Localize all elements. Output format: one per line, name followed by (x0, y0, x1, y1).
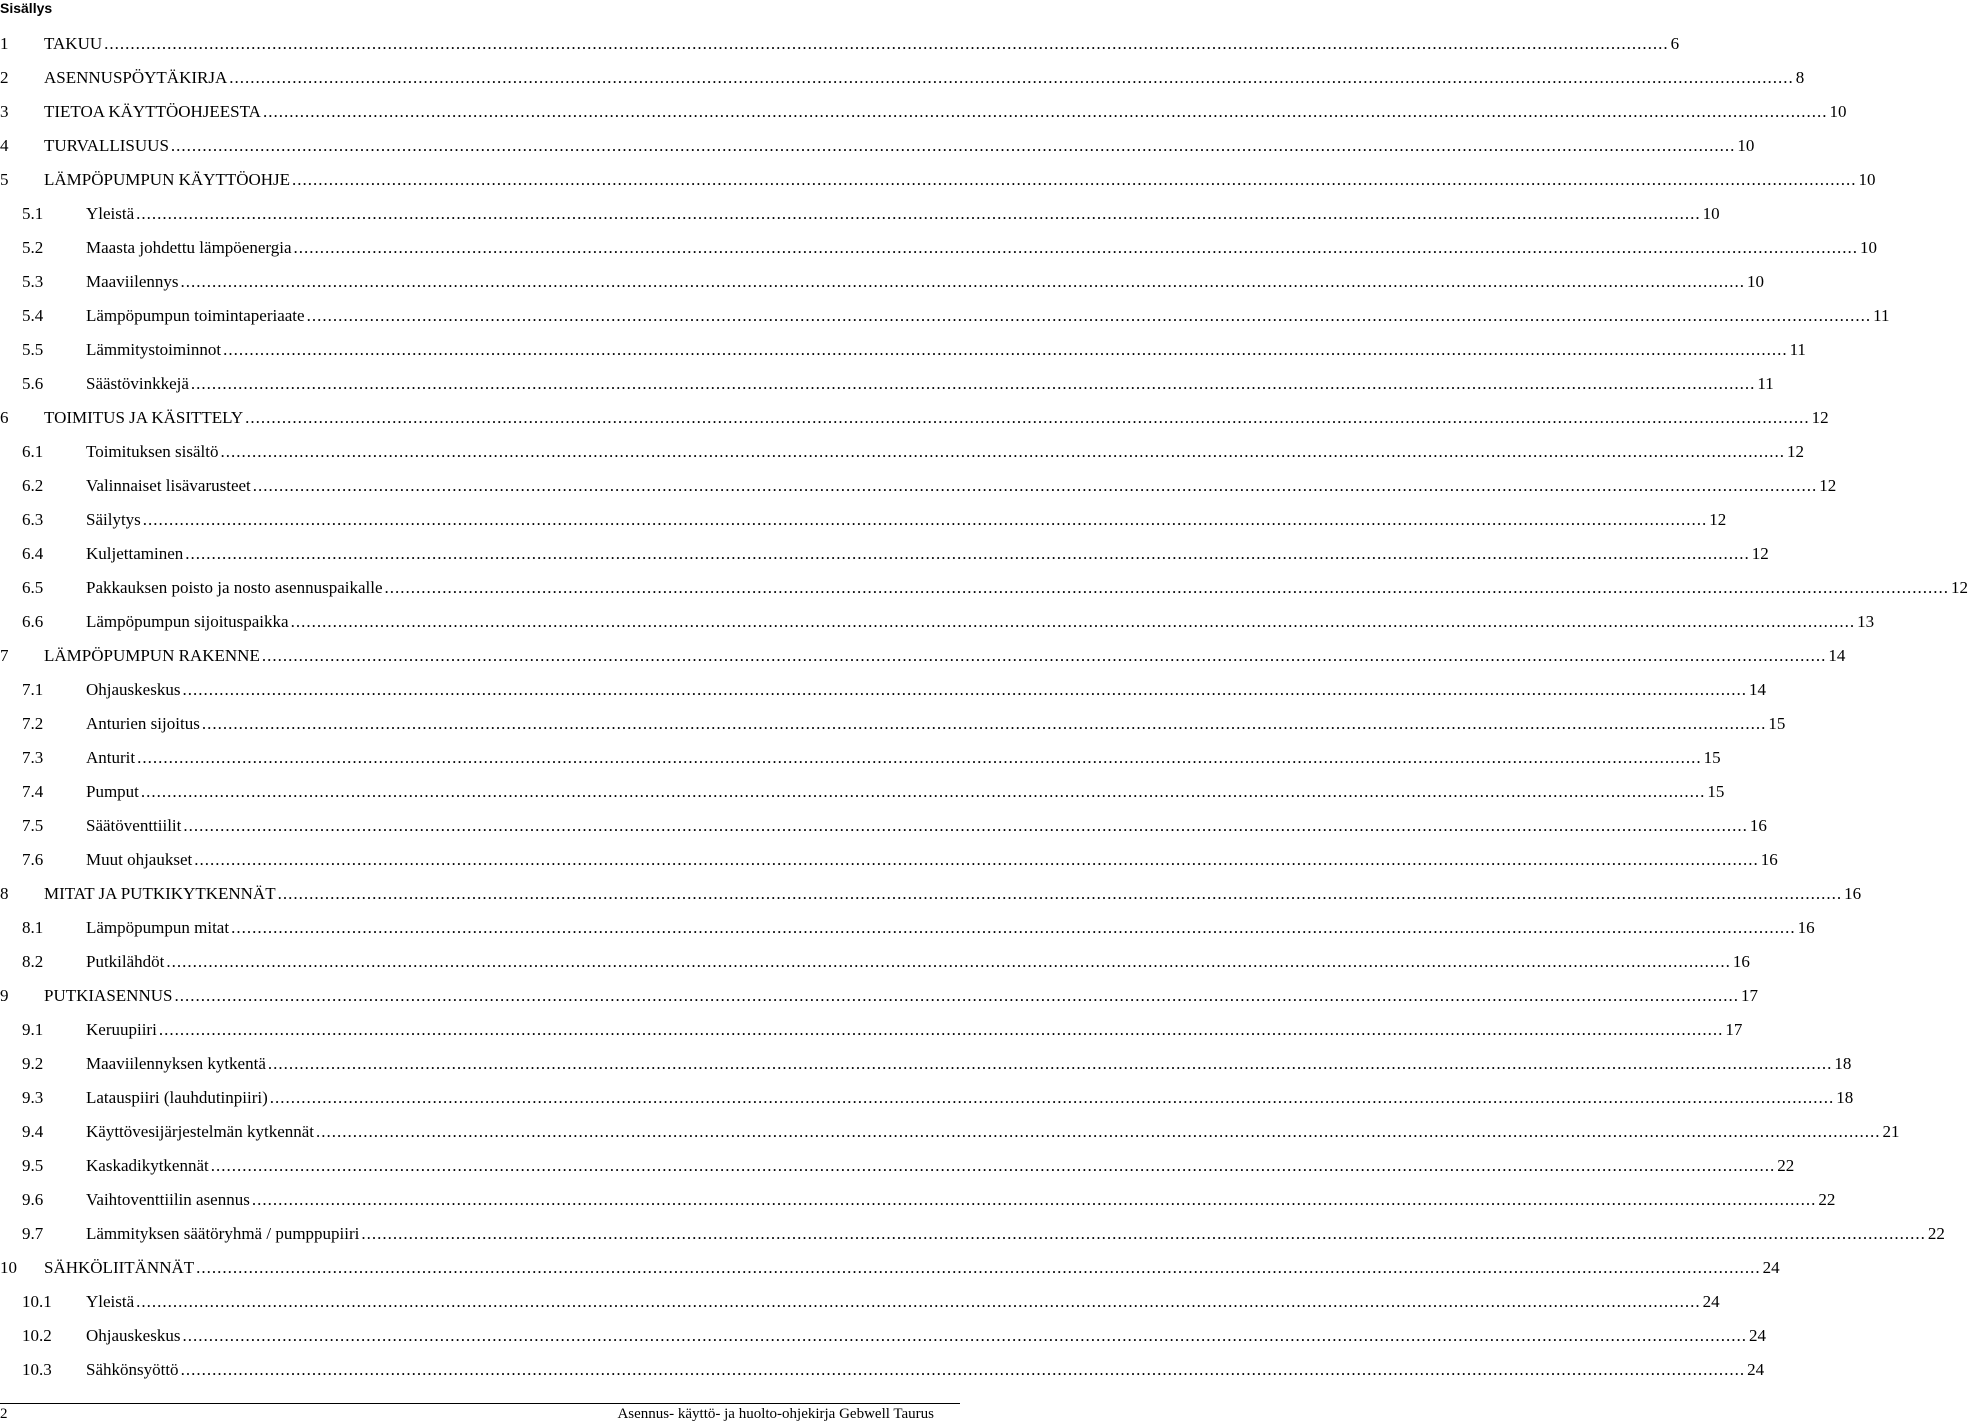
toc-dot-leader (182, 680, 1747, 700)
toc-entry-page: 16 (1844, 884, 1862, 903)
toc-entry-number: 6.6 (22, 612, 44, 631)
toc-entry-number: 8.1 (22, 918, 44, 937)
toc-dot-leader (166, 952, 1731, 972)
toc-entry-title[interactable]: Vaihtoventtiilin asennus (86, 1190, 250, 1209)
toc-entry-title[interactable]: Lämpöpumpun toimintaperiaate (86, 306, 305, 325)
toc-entry-page: 12 (1786, 442, 1804, 461)
toc-dot-leader (174, 986, 1739, 1006)
toc-entry[interactable] (0, 61, 1805, 95)
toc-entry-title[interactable]: LÄMPÖPUMPUN KÄYTTÖOHJE (44, 170, 291, 189)
toc-entry-line (44, 68, 1805, 88)
toc-entry-page: 11 (1873, 306, 1890, 325)
toc-entry[interactable] (0, 231, 1878, 265)
toc-entry-number: 10.3 (22, 1360, 52, 1379)
toc-entry-line (86, 850, 1778, 870)
toc-dot-leader (361, 1224, 1926, 1244)
toc-entry-title[interactable]: Kaskadikytkennät (86, 1156, 209, 1175)
toc-entry-line (44, 136, 1755, 156)
toc-entry-number: 5.5 (22, 340, 44, 359)
toc-entry-number: 7.3 (22, 748, 44, 767)
toc-entry[interactable] (0, 741, 1721, 775)
toc-entry-title[interactable]: Säätöventtiilit (86, 816, 182, 835)
toc-entry-line (44, 408, 1829, 428)
toc-entry-title[interactable]: Valinnaiset lisävarusteet (86, 476, 251, 495)
toc-entry-line (86, 1326, 1766, 1346)
toc-entry-title[interactable]: Yleistä (86, 204, 135, 223)
toc-entry[interactable] (0, 911, 1815, 945)
toc-dot-leader (194, 850, 1759, 870)
toc-dot-leader (294, 238, 1859, 258)
toc-dot-leader (223, 340, 1788, 360)
toc-entry[interactable] (0, 129, 1755, 163)
toc-entry-page: 13 (1857, 612, 1875, 631)
toc-entry-line (44, 170, 1876, 190)
page-footer (0, 1406, 960, 1424)
toc-dot-leader (262, 646, 1827, 666)
toc-entry-line (86, 544, 1769, 564)
toc-entry-page: 10 (1858, 170, 1876, 189)
toc-entry-page: 16 (1797, 918, 1815, 937)
toc-entry-number: 7.5 (22, 816, 44, 835)
toc-entry-title[interactable]: Putkilähdöt (86, 952, 165, 971)
toc-dot-leader (253, 476, 1818, 496)
toc-entry-title[interactable]: Maaviilennyksen kytkentä (86, 1054, 266, 1073)
toc-dot-leader (196, 1258, 1761, 1278)
toc-dot-leader (159, 1020, 1724, 1040)
toc-entry-line (86, 782, 1725, 802)
toc-entry-line (44, 34, 1680, 54)
toc-dot-leader (171, 136, 1736, 156)
toc-entry-title[interactable]: TOIMITUS JA KÄSITTELY (44, 408, 244, 427)
toc-entry-number: 4 (0, 136, 9, 155)
toc-dot-leader (183, 816, 1748, 836)
toc-entry-page: 16 (1749, 816, 1767, 835)
toc-entry-number: 3 (0, 102, 9, 121)
toc-entry-title[interactable]: TIETOA KÄYTTÖOHJEESTA (44, 102, 261, 121)
toc-entry-number: 10.2 (22, 1326, 52, 1345)
toc-entry-number: 6.5 (22, 578, 44, 597)
toc-dot-leader (182, 1326, 1747, 1346)
toc-entry-page: 10 (1829, 102, 1847, 121)
toc-entry-title[interactable]: Muut ohjaukset (86, 850, 193, 869)
toc-entry[interactable] (0, 503, 1727, 537)
toc-entry-line (86, 1122, 1900, 1142)
toc-entry-page: 16 (1732, 952, 1750, 971)
footer-rule (0, 1403, 960, 1404)
toc-entry-number: 8.2 (22, 952, 44, 971)
toc-entry-title[interactable]: Anturit (86, 748, 136, 767)
toc-entry-title[interactable]: Kuljettaminen (86, 544, 184, 563)
toc-entry-line (86, 1088, 1854, 1108)
toc-dot-leader (220, 442, 1785, 462)
toc-entry-number: 5 (0, 170, 9, 189)
toc-entry-page: 12 (1709, 510, 1727, 529)
toc-entry-title[interactable]: Ohjauskeskus (86, 1326, 181, 1345)
toc-entry-page: 10 (1702, 204, 1720, 223)
toc-entry-number: 6.2 (22, 476, 44, 495)
toc-entry-title[interactable]: Keruupiiri (86, 1020, 157, 1039)
toc-entry-line (44, 986, 1758, 1006)
toc-entry-line (86, 510, 1727, 530)
toc-entry-number: 9.1 (22, 1020, 44, 1039)
toc-entry-title[interactable]: Maasta johdettu lämpöenergia (86, 238, 292, 257)
toc-entry-title[interactable]: Säästövinkkejä (86, 374, 189, 393)
toc-entry[interactable] (0, 537, 1769, 571)
toc-entry-line (86, 1224, 1945, 1244)
toc-entry-number: 9 (0, 986, 9, 1005)
toc-entry-title[interactable]: Lämpöpumpun sijoituspaikka (86, 612, 289, 631)
toc-entry[interactable] (0, 27, 1680, 61)
toc-entry-title[interactable]: Anturien sijoitus (86, 714, 200, 733)
toc-entry-page: 14 (1828, 646, 1846, 665)
toc-entry-page: 16 (1760, 850, 1778, 869)
toc-entry-number: 7.1 (22, 680, 44, 699)
toc-entry-page: 22 (1777, 1156, 1795, 1175)
toc-entry-page: 6 (1670, 34, 1680, 53)
toc-entry-number: 5.1 (22, 204, 44, 223)
toc-entry-title[interactable]: Käyttövesijärjestelmän kytkennät (86, 1122, 315, 1141)
toc-entry[interactable] (0, 367, 1774, 401)
toc-dot-leader (137, 748, 1702, 768)
toc-entry-number: 9.5 (22, 1156, 44, 1175)
toc-dot-leader (307, 306, 1872, 326)
toc-entry-page: 14 (1748, 680, 1766, 699)
toc-entry-title[interactable]: Säilytys (86, 510, 141, 529)
toc-entry[interactable] (0, 1047, 1852, 1081)
toc-entry-line (86, 1360, 1765, 1380)
toc-dot-leader (252, 1190, 1817, 1210)
toc-entry-title[interactable]: ASENNUSPÖYTÄKIRJA (44, 68, 228, 87)
toc-entry[interactable] (0, 1251, 1780, 1285)
toc-entry[interactable] (0, 469, 1837, 503)
footer-document-title: Asennus- käyttö- ja huolto-ohjekirja Gebwell Taurus (617, 1406, 934, 1422)
toc-entry-number: 5.4 (22, 306, 44, 325)
toc-entry-number: 9.3 (22, 1088, 44, 1107)
toc-dot-leader (181, 272, 1746, 292)
toc-entry-line (86, 714, 1786, 734)
toc-entry[interactable] (0, 163, 1876, 197)
toc-entry-number: 9.2 (22, 1054, 44, 1073)
toc-dot-leader (211, 1156, 1776, 1176)
toc-heading: Sisällys (0, 0, 53, 16)
toc-dot-leader (245, 408, 1810, 428)
toc-entry-number: 10 (0, 1258, 17, 1277)
footer-page-number: 2 (0, 1406, 8, 1422)
toc-entry-title[interactable]: Lämpöpumpun mitat (86, 918, 230, 937)
toc-entry-title[interactable]: Pakkauksen poisto ja nosto asennuspaikalle (86, 578, 383, 597)
toc-entry-number: 6.1 (22, 442, 44, 461)
toc-entry-line (86, 816, 1767, 836)
toc-entry-line (86, 272, 1765, 292)
toc-dot-leader (141, 782, 1706, 802)
toc-dot-leader (181, 1360, 1746, 1380)
toc-entry-number: 8 (0, 884, 9, 903)
toc-entry[interactable] (0, 775, 1725, 809)
table-of-contents (0, 27, 1968, 1387)
toc-entry-title[interactable]: Ohjauskeskus (86, 680, 181, 699)
toc-entry-page: 12 (1811, 408, 1829, 427)
toc-entry[interactable] (0, 1115, 1900, 1149)
toc-entry-page: 18 (1834, 1054, 1852, 1073)
toc-entry[interactable] (0, 1319, 1766, 1353)
toc-entry-number: 6 (0, 408, 9, 427)
toc-entry[interactable] (0, 571, 1968, 605)
toc-entry-title[interactable]: Toimituksen sisältö (86, 442, 219, 461)
toc-entry-line (86, 340, 1806, 360)
toc-entry[interactable] (0, 1081, 1854, 1115)
toc-entry-page: 10 (1737, 136, 1755, 155)
toc-entry-page: 11 (1789, 340, 1806, 359)
toc-entry[interactable] (0, 673, 1766, 707)
toc-entry-page: 15 (1768, 714, 1786, 733)
toc-entry-number: 7.6 (22, 850, 44, 869)
toc-entry-line (86, 1190, 1836, 1210)
toc-entry-line (86, 476, 1837, 496)
toc-dot-leader (291, 612, 1856, 632)
toc-entry-page: 24 (1747, 1360, 1765, 1379)
toc-entry-page: 24 (1762, 1258, 1780, 1277)
toc-entry-page: 24 (1748, 1326, 1766, 1345)
toc-entry[interactable] (0, 265, 1765, 299)
toc-dot-leader (278, 884, 1843, 904)
toc-entry-line (86, 680, 1766, 700)
toc-entry[interactable] (0, 1013, 1743, 1047)
toc-entry[interactable] (0, 605, 1875, 639)
toc-entry-line (44, 884, 1862, 904)
toc-entry-page: 12 (1819, 476, 1837, 495)
toc-entry-number: 7.2 (22, 714, 44, 733)
toc-entry-page: 12 (1951, 578, 1968, 597)
toc-entry-line (86, 918, 1815, 938)
toc-entry-title[interactable]: PUTKIASENNUS (44, 986, 173, 1005)
toc-entry-line (86, 442, 1804, 462)
toc-entry-line (44, 646, 1846, 666)
toc-dot-leader (136, 204, 1701, 224)
toc-entry[interactable] (0, 333, 1806, 367)
toc-entry-line (86, 238, 1878, 258)
toc-entry-number: 5.3 (22, 272, 44, 291)
toc-entry-page: 22 (1818, 1190, 1836, 1209)
toc-entry-title[interactable]: TURVALLISUUS (44, 136, 169, 155)
toc-entry-title[interactable]: LÄMPÖPUMPUN RAKENNE (44, 646, 260, 665)
toc-entry-line (44, 1258, 1780, 1278)
toc-entry-number: 6.4 (22, 544, 44, 563)
toc-entry[interactable] (0, 1285, 1720, 1319)
toc-entry-number: 7.4 (22, 782, 44, 801)
toc-entry[interactable] (0, 299, 1890, 333)
toc-entry-page: 12 (1751, 544, 1769, 563)
toc-entry-title[interactable]: Pumput (86, 782, 139, 801)
toc-dot-leader (136, 1292, 1701, 1312)
toc-entry-line (86, 748, 1721, 768)
toc-entry[interactable] (0, 707, 1786, 741)
toc-entry[interactable] (0, 197, 1720, 231)
toc-dot-leader (292, 170, 1857, 190)
toc-entry-title[interactable]: SÄHKÖLIITÄNNÄT (44, 1258, 195, 1277)
toc-dot-leader (202, 714, 1767, 734)
toc-entry-page: 15 (1707, 782, 1725, 801)
toc-dot-leader (231, 918, 1796, 938)
toc-entry-line (86, 578, 1968, 598)
toc-entry-number: 10.1 (22, 1292, 52, 1311)
toc-entry-page: 11 (1757, 374, 1774, 393)
toc-entry-title[interactable]: TAKUU (44, 34, 103, 53)
toc-dot-leader (143, 510, 1708, 530)
toc-entry[interactable] (0, 843, 1778, 877)
toc-entry-number: 6.3 (22, 510, 44, 529)
toc-entry-page: 21 (1882, 1122, 1900, 1141)
toc-dot-leader (270, 1088, 1835, 1108)
toc-entry-page: 10 (1860, 238, 1878, 257)
toc-entry[interactable] (0, 1183, 1836, 1217)
toc-entry[interactable] (0, 1353, 1765, 1387)
toc-dot-leader (191, 374, 1756, 394)
toc-entry-title[interactable]: Lämmitystoiminnot (86, 340, 222, 359)
toc-entry-line (86, 612, 1875, 632)
toc-entry-line (86, 952, 1750, 972)
toc-entry-line (86, 1054, 1852, 1074)
toc-entry-page: 15 (1703, 748, 1721, 767)
toc-entry-line (86, 374, 1774, 394)
toc-entry-number: 5.6 (22, 374, 44, 393)
toc-dot-leader (268, 1054, 1833, 1074)
toc-entry-title[interactable]: Latauspiiri (lauhdutinpiiri) (86, 1088, 268, 1107)
toc-entry-page: 17 (1740, 986, 1758, 1005)
toc-entry-page: 8 (1795, 68, 1805, 87)
toc-dot-leader (229, 68, 1794, 88)
toc-entry-number: 9.4 (22, 1122, 44, 1141)
toc-entry[interactable] (0, 435, 1804, 469)
toc-entry[interactable] (0, 1217, 1945, 1251)
toc-entry-title[interactable]: Lämmityksen säätöryhmä / pumppupiiri (86, 1224, 360, 1243)
toc-dot-leader (185, 544, 1750, 564)
toc-entry-number: 9.7 (22, 1224, 44, 1243)
toc-dot-leader (104, 34, 1669, 54)
toc-entry-page: 17 (1725, 1020, 1743, 1039)
toc-entry-line (86, 204, 1720, 224)
toc-entry[interactable] (0, 979, 1758, 1013)
toc-entry[interactable] (0, 945, 1750, 979)
toc-entry-page: 22 (1927, 1224, 1945, 1243)
toc-entry-title[interactable]: Maaviilennys (86, 272, 179, 291)
toc-entry-title[interactable]: MITAT JA PUTKIKYTKENNÄT (44, 884, 276, 903)
toc-entry[interactable] (0, 401, 1829, 435)
toc-entry-title[interactable]: Yleistä (86, 1292, 135, 1311)
toc-entry-title[interactable]: Sähkönsyöttö (86, 1360, 179, 1379)
toc-entry-line (86, 1156, 1795, 1176)
toc-entry-page: 10 (1747, 272, 1765, 291)
toc-entry-line (86, 1292, 1720, 1312)
toc-entry-number: 9.6 (22, 1190, 44, 1209)
toc-entry-line (86, 306, 1890, 326)
toc-entry[interactable] (0, 1149, 1795, 1183)
toc-dot-leader (263, 102, 1828, 122)
toc-entry-line (44, 102, 1847, 122)
toc-entry-page: 18 (1836, 1088, 1854, 1107)
toc-entry[interactable] (0, 95, 1847, 129)
toc-dot-leader (385, 578, 1950, 598)
toc-dot-leader (316, 1122, 1881, 1142)
toc-entry[interactable] (0, 639, 1846, 673)
toc-entry-number: 1 (0, 34, 9, 53)
toc-entry-number: 5.2 (22, 238, 44, 257)
toc-entry[interactable] (0, 809, 1767, 843)
toc-entry-number: 7 (0, 646, 9, 665)
toc-entry-page: 24 (1702, 1292, 1720, 1311)
toc-entry-number: 2 (0, 68, 9, 87)
toc-entry[interactable] (0, 877, 1862, 911)
toc-entry-line (86, 1020, 1743, 1040)
